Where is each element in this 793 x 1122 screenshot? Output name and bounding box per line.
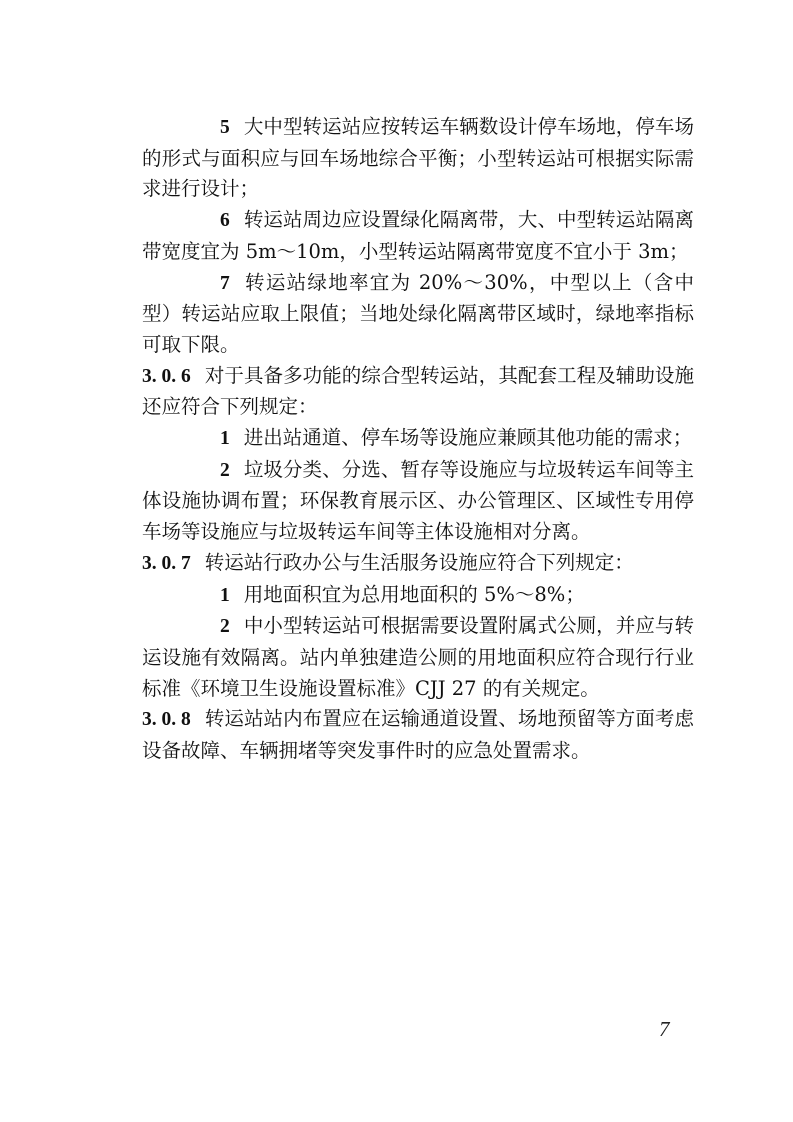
list-item bbox=[142, 268, 694, 361]
list-item bbox=[142, 423, 694, 455]
document-body bbox=[142, 112, 694, 767]
item-number: 2 bbox=[220, 459, 230, 481]
clause-paragraph bbox=[142, 548, 694, 580]
item-text: 转运站绿地率宜为 20%～30%，中型以上（含中型）转运站应取上限值；当地处绿化隔离带区域时，绿地率指标可取下限。 bbox=[142, 270, 694, 356]
item-number: 1 bbox=[220, 428, 230, 450]
clause-text: 转运站站内布置应在运输通道设置、场地预留等方面考虑设备故障、车辆拥堵等突发事件时的应急处置需求。 bbox=[142, 707, 694, 763]
clause-paragraph bbox=[142, 704, 694, 766]
clause-text: 对于具备多功能的综合型转运站，其配套工程及辅助设施还应符合下列规定： bbox=[142, 363, 694, 419]
item-text: 大中型转运站应按转运车辆数设计停车场地，停车场的形式与面积应与回车场地综合平衡；小型转运站可根据实际需求进行设计； bbox=[142, 115, 694, 201]
item-number: 6 bbox=[220, 210, 230, 232]
clause-number: 3. 0. 6 bbox=[142, 365, 191, 387]
clause-number: 3. 0. 7 bbox=[142, 552, 191, 574]
item-text: 进出站通道、停车场等设施应兼顾其他功能的需求； bbox=[243, 426, 693, 450]
list-item bbox=[142, 205, 694, 267]
list-item bbox=[142, 112, 694, 205]
item-text: 用地面积宜为总用地面积的 5%～8%； bbox=[243, 582, 585, 606]
item-number: 2 bbox=[220, 616, 230, 638]
list-item bbox=[142, 611, 694, 704]
item-number: 1 bbox=[220, 584, 230, 606]
item-text: 垃圾分类、分选、暂存等设施应与垃圾转运车间等主体设施协调布置；环保教育展示区、办公管理区、区域性专用停车场等设施应与垃圾转运车间等主体设施相对分离。 bbox=[142, 457, 694, 544]
clause-text: 转运站行政办公与生活服务设施应符合下列规定： bbox=[204, 550, 634, 574]
clause-paragraph bbox=[142, 361, 694, 423]
clause-number: 3. 0. 8 bbox=[142, 709, 191, 731]
page-number: 7 bbox=[659, 1017, 670, 1041]
item-text: 转运站周边应设置绿化隔离带，大、中型转运站隔离带宽度宜为 5m～10m，小型转运站隔离带宽度不宜小于 3m； bbox=[142, 208, 694, 263]
list-item bbox=[142, 580, 694, 612]
item-number: 5 bbox=[220, 117, 230, 138]
item-text: 中小型转运站可根据需要设置附属式公厕，并应与转运设施有效隔离。站内单独建造公厕的用地面积应符合现行行业标准《环境卫生设施设置标准》CJJ 27 的有关规定。 bbox=[142, 614, 694, 700]
item-number: 7 bbox=[220, 272, 230, 294]
list-item bbox=[142, 455, 694, 548]
